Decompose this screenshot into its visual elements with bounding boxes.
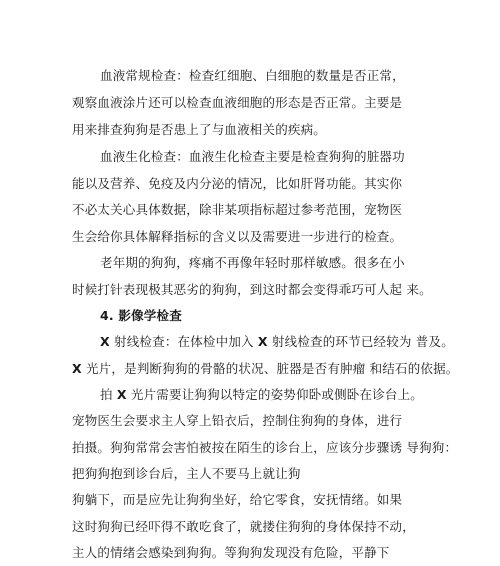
- section-heading-imaging: 4. 影像学检查: [100, 308, 182, 323]
- paragraph-blood-routine-line-1: 血液常规检查：检查红细胞、白细胞的数量是否正常，: [100, 68, 405, 83]
- paragraph-biochem-line-4: 生会给你具体解释指标的含义以及需要进一步进行的检查。: [72, 229, 403, 244]
- paragraph-senior-line-1: 老年期的狗狗，疼痛不再像年轻时那样敏感。很多在小: [100, 255, 405, 270]
- positioning-pre: 拍: [100, 387, 117, 402]
- paragraph-blood-routine-line-2: 观察血液涂片还可以检查血液细胞的形态是否正常。主要是: [72, 95, 403, 110]
- xray-line-1-text: 射线检查：在体检中加入: [109, 334, 258, 349]
- paragraph-positioning-line-3: 拍摄。狗狗常常会害怕被按在陌生的诊台上，应该分步骤诱 导狗狗：: [72, 440, 458, 455]
- paragraph-xray-line-1: [100, 335, 454, 349]
- xray-letter-2: X: [257, 334, 268, 349]
- paragraph-biochem-line-1: 血液生化检查：血液生化检查主要是检查狗狗的脏器功: [100, 149, 405, 164]
- paragraph-positioning-line-5: 狗躺下，而是应先让狗狗坐好，给它零食，安抚情绪。如果: [72, 492, 403, 507]
- positioning-line-1-text: 光片需要让狗狗以特定的姿势仰卧或侧卧在诊台上。: [126, 387, 423, 402]
- paragraph-positioning-line-6: 这时狗狗已经吓得不敢吃食了，就搂住狗狗的身体保持不动，: [72, 519, 415, 534]
- xray-letter: X: [100, 334, 110, 349]
- paragraph-xray-line-2: [72, 362, 459, 376]
- xray-line-1-tail: 射线检查的环节已经较为 普及。: [267, 334, 454, 349]
- paragraph-biochem-line-2: 能以及营养、免疫及内分泌的情况，比如肝肾功能。其实你: [72, 176, 403, 191]
- paragraph-blood-routine-line-3: 用来排查狗狗是否患上了与血液相关的疾病。: [72, 122, 327, 137]
- paragraph-biochem-line-3: 不必太关心具体数据，除非某项指标超过参考范围，宠物医: [72, 202, 403, 217]
- paragraph-senior-line-2: 时候打针表现极其恶劣的狗狗，到这时都会变得乖巧可人起 来。: [72, 282, 432, 297]
- xray-letter-3: X: [72, 361, 82, 376]
- paragraph-positioning-line-2: 宠物医生会要求主人穿上铅衣后，控制住狗狗的身体，进行: [72, 413, 403, 428]
- paragraph-positioning-line-4: 把狗狗抱到诊台后，主人不要马上就让狗: [72, 466, 301, 481]
- paragraph-positioning-line-1: [100, 388, 423, 402]
- paragraph-positioning-line-7: 主人的情绪会感染到狗狗。等狗狗发现没有危险，平静下: [72, 545, 390, 560]
- xray-line-2-text: 光片，是判断狗狗的骨骼的状况、脏器是否有肿瘤 和结石的依据。: [81, 361, 459, 376]
- xray-letter-4: X: [116, 387, 127, 402]
